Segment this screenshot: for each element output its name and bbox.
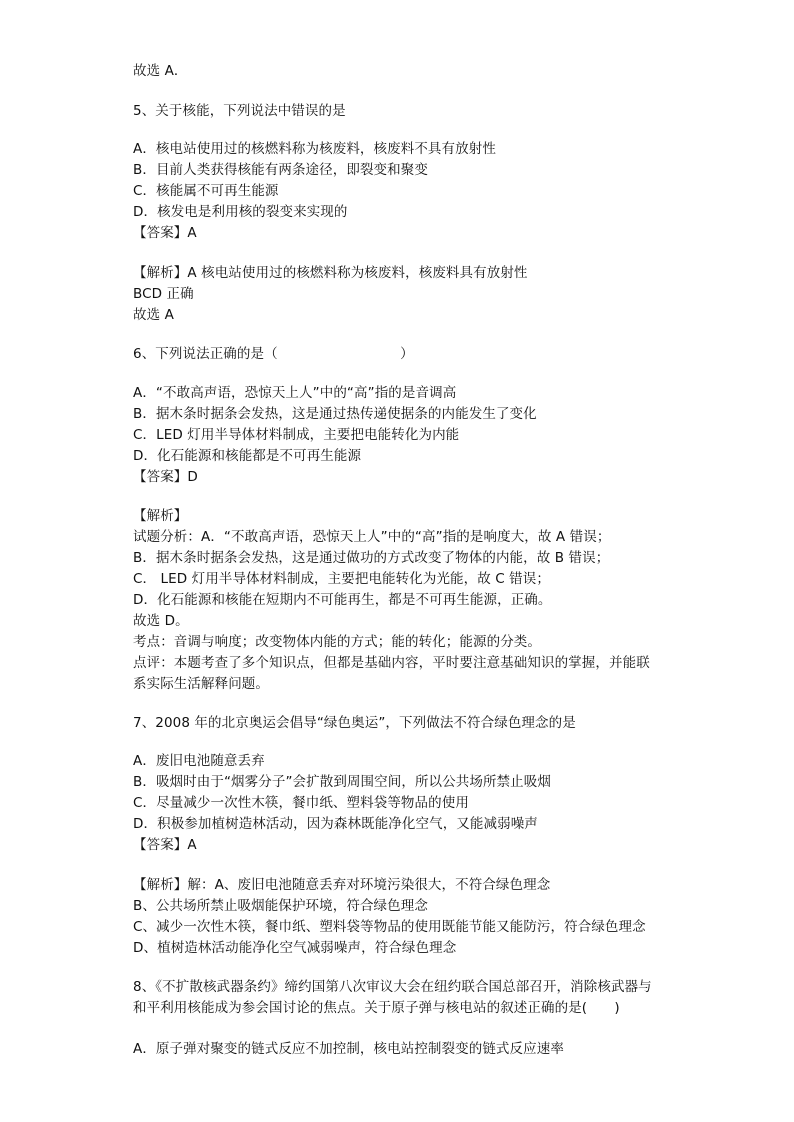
text-line: C．核能属不可再生能源 bbox=[133, 183, 279, 199]
text-line: D．核发电是利用核的裂变来实现的 bbox=[133, 204, 348, 220]
text-line: 【答案】A bbox=[133, 837, 197, 853]
text-line: A．核电站使用过的核燃料称为核废料，核废料不具有放射性 bbox=[133, 141, 496, 157]
text-line: A．原子弹对聚变的链式反应不加控制，核电站控制裂变的链式反应速率 bbox=[133, 1041, 564, 1057]
text-line: D．化石能源和核能都是不可再生能源 bbox=[133, 448, 362, 464]
text-line: B、公共场所禁止吸烟能保护环境，符合绿色理念 bbox=[133, 898, 428, 914]
text-line: B．据木条时据条会发热，这是通过热传递使据条的内能发生了变化 bbox=[133, 406, 537, 422]
text-line: 点评：本题考查了多个知识点，但都是基础内容，平时要注意基础知识的掌握，并能联 bbox=[133, 655, 650, 671]
text-line: 系实际生活解释问题。 bbox=[133, 676, 269, 692]
text-line: D、植树造林活动能净化空气减弱噪声，符合绿色理念 bbox=[133, 940, 457, 956]
text-line: A．废旧电池随意丢弃 bbox=[133, 753, 265, 769]
text-line: 故选 A bbox=[133, 307, 174, 323]
text-line: B．目前人类获得核能有两条途径，即裂变和聚变 bbox=[133, 162, 428, 178]
text-line: B．据木条时据条会发热，这是通过做功的方式改变了物体的内能，故 B 错误； bbox=[133, 550, 610, 566]
text-line: D．积极参加植树造林活动，因为森林既能净化空气，又能减弱噪声 bbox=[133, 816, 538, 832]
text-line: 和平利用核能成为参会国讨论的焦点。关于原子弹与核电站的叙述正确的是( ) bbox=[133, 1000, 620, 1016]
text-line: 6、下列说法正确的是（ ） bbox=[133, 346, 414, 362]
text-line: C．LED 灯用半导体材料制成，主要把电能转化为内能 bbox=[133, 427, 460, 443]
text-line: 7、2008 年的北京奥运会倡导“绿色奥运”，下列做法不符合绿色理念的是 bbox=[133, 715, 576, 731]
text-line: 【答案】A bbox=[133, 225, 197, 241]
text-line: 【解析】 bbox=[133, 508, 188, 524]
text-line: 故选 D。 bbox=[133, 613, 189, 629]
text-line: 【解析】A 核电站使用过的核燃料称为核废料，核废料具有放射性 bbox=[133, 265, 528, 281]
text-line: C．尽量减少一次性木筷，餐巾纸、塑料袋等物品的使用 bbox=[133, 795, 469, 811]
text-line: 【解析】解：A、废旧电池随意丢弃对环境污染很大，不符合绿色理念 bbox=[133, 877, 551, 893]
text-line: 5、关于核能，下列说法中错误的是 bbox=[133, 103, 346, 119]
text-line: B．吸烟时由于“烟雾分子”会扩散到周围空间，所以公共场所禁止吸烟 bbox=[133, 774, 551, 790]
text-line: C． LED 灯用半导体材料制成，主要把电能转化为光能，故 C 错误； bbox=[133, 571, 550, 587]
text-line: D．化石能源和核能在短期内不可能再生，都是不可再生能源，正确。 bbox=[133, 592, 552, 608]
text-line: 考点：音调与响度；改变物体内能的方式；能的转化；能源的分类。 bbox=[133, 634, 541, 650]
text-line: 8、《不扩散核武器条约》缔约国第八次审议大会在纽约联合国总部召开，消除核武器与 bbox=[133, 979, 652, 995]
text-line: 故选 A． bbox=[133, 63, 188, 79]
text-line: 【答案】D bbox=[133, 469, 198, 485]
text-line: 试题分析：A．“不敢高声语，恐惊天上人”中的“高”指的是响度大，故 A 错误； bbox=[133, 529, 611, 545]
text-line: BCD 正确 bbox=[133, 286, 194, 302]
text-line: C、减少一次性木筷，餐巾纸、塑料袋等物品的使用既能节能又能防污，符合绿色理念 bbox=[133, 919, 646, 935]
text-line: A．“不敢高声语，恐惊天上人”中的“高”指的是音调高 bbox=[133, 385, 457, 401]
